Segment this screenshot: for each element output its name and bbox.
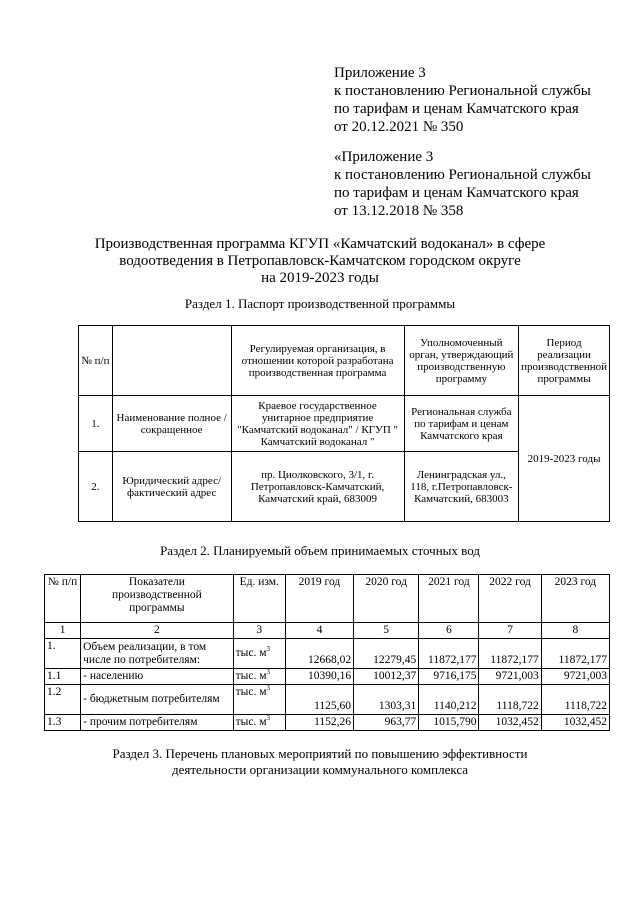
annex-line: к постановлению Региональной службы [334,167,591,183]
header-year: 2021 год [419,575,479,623]
unit-sup: 3 [266,645,271,654]
column-number: 4 [285,623,353,639]
table-row [45,685,610,715]
value-cell: 9721,003 [479,669,541,685]
value-cell: 9716,175 [419,669,479,685]
row-label: Наименование полное / сокращенное [112,396,231,452]
value-cell: 9721,003 [541,669,609,685]
header-year: 2020 год [354,575,419,623]
column-number-row [45,623,610,639]
annex-line: к постановлению Региональной службы [334,83,591,99]
table-row [45,715,610,731]
unit-sup: 3 [266,668,271,677]
header-year: 2019 год [285,575,353,623]
passport-table [78,325,610,522]
period-cell: 2019-2023 годы [519,396,610,522]
section3-line: деятельности организации коммунального комплекса [171,762,469,777]
header-unit: Ед. изм. [233,575,285,623]
section1-heading: Раздел 1. Паспорт производственной программы [184,296,456,311]
value-cell: 10012,37 [354,669,419,685]
annex-current-header [334,64,591,136]
value-cell: 11872,177 [479,639,541,669]
value-cell: 12668,02 [285,639,353,669]
table-header-row [45,575,610,623]
row-num: 1. [79,396,113,452]
value-cell: 1032,452 [479,715,541,731]
document-title [60,236,580,287]
value-cell: 1118,722 [479,685,541,715]
row-indicator: - бюджетным потребителям [81,685,234,715]
title-line: Производственная программа КГУП «Камчатский водоканал» в сфере [94,236,546,252]
header-year: 2023 год [541,575,609,623]
column-number: 6 [419,623,479,639]
row-label: Юридический адрес/фактический адрес [112,452,231,522]
value-cell: 11872,177 [419,639,479,669]
table-row [79,396,610,452]
header-blank [112,326,231,396]
value-cell: 1015,790 [419,715,479,731]
unit-text: тыс. м [235,670,267,682]
section2-heading: Раздел 2. Планируемый объем принимаемых сточных вод [160,543,480,558]
header-indicator: Показатели производственной программы [81,575,234,623]
row-unit [233,685,285,715]
volume-table [44,574,610,731]
column-number: 1 [45,623,81,639]
annex-line: Приложение 3 [334,65,426,81]
annex-line: по тарифам и ценам Камчатского края [334,185,579,201]
row-indicator: - населению [81,669,234,685]
table-row [45,639,610,669]
annex-previous-header [334,148,591,220]
value-cell: 1152,26 [285,715,353,731]
column-number: 7 [479,623,541,639]
column-number: 8 [541,623,609,639]
row-unit [233,639,285,669]
row-indicator: - прочим потребителям [81,715,234,731]
annex-line: от 20.12.2021 № 350 [334,119,464,135]
column-number: 5 [354,623,419,639]
unit-text: тыс. м [235,686,267,698]
row-unit [233,715,285,731]
header-year: 2022 год [479,575,541,623]
row-num: 1. [45,639,81,669]
header-period: Период реализации производственной программы [519,326,610,396]
header-authority: Уполномоченный орган, утверждающий производственную программу [404,326,518,396]
row-org: пр. Циолковского, 3/1, г. Петропавловск-Камчатский, Камчатский край, 683009 [231,452,404,522]
section3-heading [0,746,640,778]
value-cell: 1032,452 [541,715,609,731]
table-header-row [79,326,610,396]
title-line: водоотведения в Петропавловск-Камчатском городском округе [119,253,521,269]
row-num: 1.2 [45,685,81,715]
unit-text: тыс. м [235,647,267,659]
value-cell: 10390,16 [285,669,353,685]
unit-sup: 3 [266,684,271,693]
column-number: 2 [81,623,234,639]
row-num: 2. [79,452,113,522]
row-num: 1.1 [45,669,81,685]
header-org: Регулируемая организация, в отношении которой разработана производственная программа [231,326,404,396]
section3-line: Раздел 3. Перечень плановых мероприятий по повышению эффективности [112,746,528,761]
annex-line: «Приложение 3 [334,149,434,165]
header-num: № п/п [45,575,81,623]
value-cell: 963,77 [354,715,419,731]
unit-sup: 3 [266,714,271,723]
row-authority: Ленинградская ул., 118, г.Петропавловск-Камчатский, 683003 [404,452,518,522]
value-cell: 1140,212 [419,685,479,715]
value-cell: 1118,722 [541,685,609,715]
annex-line: по тарифам и ценам Камчатского края [334,101,579,117]
title-line: на 2019-2023 годы [261,270,379,286]
value-cell: 1125,60 [285,685,353,715]
table-row [45,669,610,685]
unit-text: тыс. м [235,716,267,728]
row-authority: Региональная служба по тарифам и ценам Камчатского края [404,396,518,452]
header-num: № п/п [79,326,113,396]
row-unit [233,669,285,685]
row-indicator: Объем реализации, в том числе по потребителям: [81,639,234,669]
row-org: Краевое государственное унитарное предприятие "Камчатский водоканал" / КГУП " Камчатский водоканал " [231,396,404,452]
column-number: 3 [233,623,285,639]
value-cell: 11872,177 [541,639,609,669]
row-num: 1.3 [45,715,81,731]
value-cell: 1303,31 [354,685,419,715]
value-cell: 12279,45 [354,639,419,669]
annex-line: от 13.12.2018 № 358 [334,203,464,219]
